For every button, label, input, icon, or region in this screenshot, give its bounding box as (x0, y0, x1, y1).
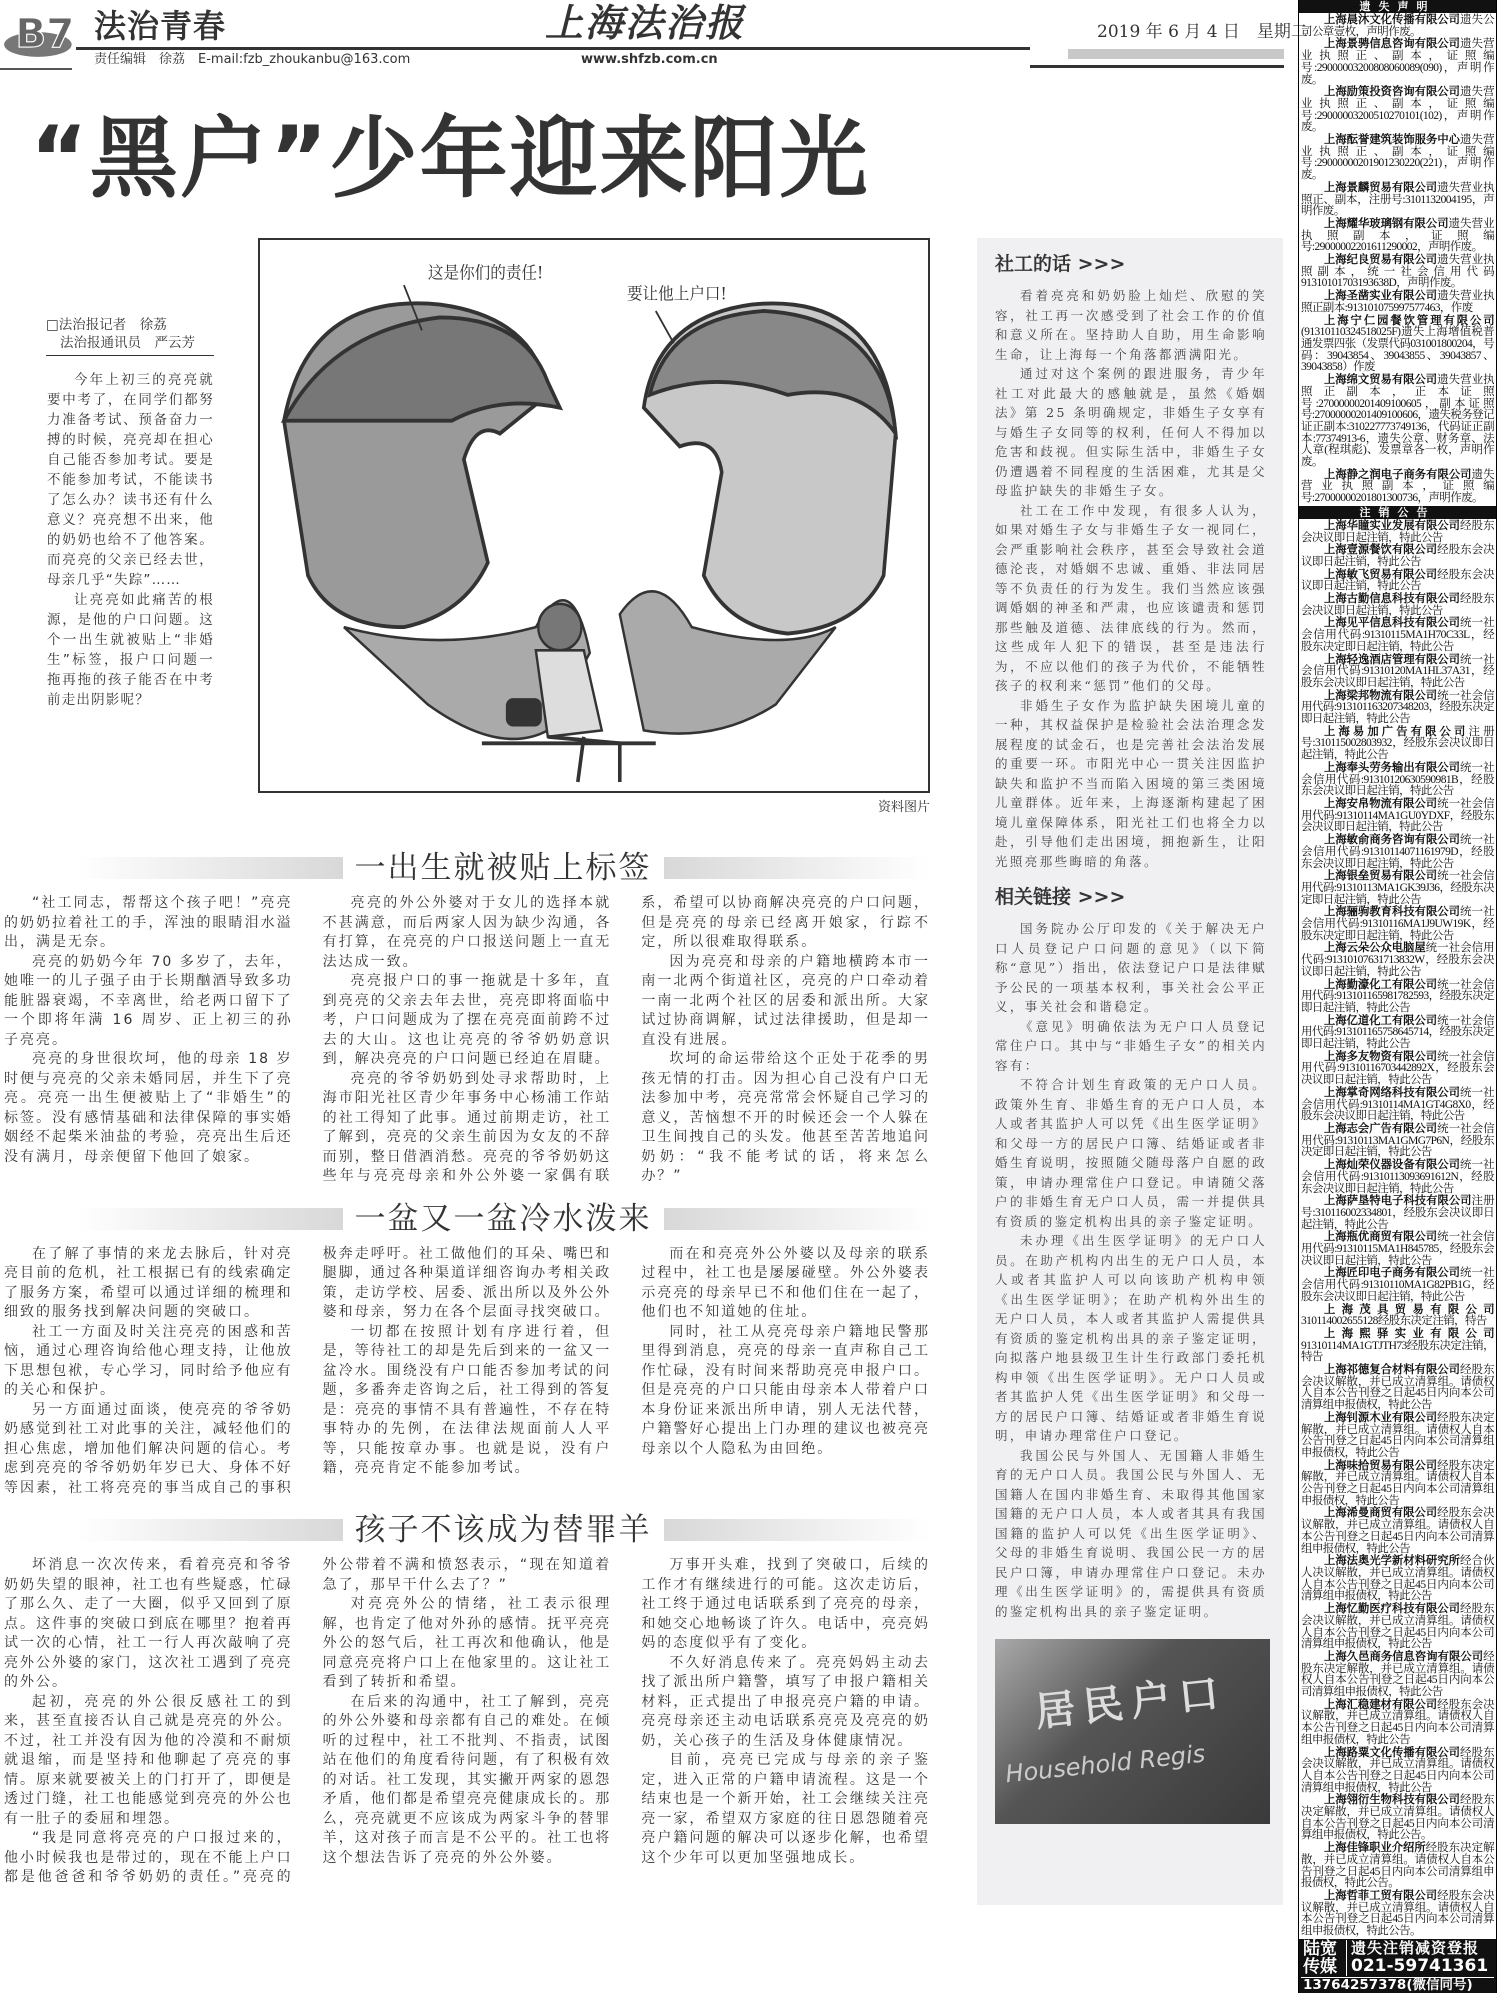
paragraph: 同时，社工从亮亮母亲户籍地民警那里得到消息，亮亮的母亲一直声称自己工作忙碌，没有时间来帮助亮亮申报户口。但是亮亮的户口只能由母亲本人带着户口本身份证来派出所申请，别人无法代替，户籍警好心提出上门办理的建议也被亮亮母亲以个人隐私为由回绝。 (641, 1323, 930, 1457)
company-name: 上海灿荣仪器设备有限公司 (1324, 1158, 1461, 1172)
company-name: 上海绵文贸易有限公司 (1324, 373, 1438, 387)
company-name: 上海熙驿实业有限公司 (1324, 1326, 1494, 1340)
sidebar-heading-social-worker: 社工的话 >>> (995, 253, 1126, 275)
section-name: 法治青春 (94, 7, 227, 45)
company-name: 上海忆勤医疗科技有限公司 (1324, 1602, 1461, 1616)
company-name: 上海志会广告有限公司 (1324, 1121, 1438, 1135)
company-name: 上海轻逸酒店管理有限公司 (1324, 652, 1461, 666)
notice-text: 统一社会信用代码:91310113093691612N，经股东会决议即日起注销，特此公告 (1301, 1159, 1494, 1195)
company-name: 上海匠印电子商务有限公司 (1324, 1266, 1461, 1280)
notice-text: 统一社会信用代码:91310113MA1GK39J36，经股东决定即日起注销，特此公告 (1301, 870, 1494, 906)
section-title: 一出生就被贴上标签 (354, 850, 652, 886)
notice-item (1301, 134, 1494, 182)
notice-item (1301, 726, 1494, 762)
ad-mobile: 13764257378(微信同号) (1301, 1977, 1494, 1993)
company-name: 上海味拾贸易有限公司 (1324, 1458, 1438, 1472)
paragraph: 通过对这个案例的跟进服务，青少年社工对此最大的感触就是，虽然《婚姻法》第 25 条明确规定，非婚生子女享有与婚生子女同等的权利，任何人不得加以危害和歧视。但实际生活中，非婚生子女仍遭遇着不同程度的生活困难，尤其是父母监护缺失的非婚生子女。 (995, 366, 1267, 498)
paragraph: 今年上初三的亮亮就要中考了，在同学们都努力准备考试、预备奋力一搏的时候，亮亮却在担心自己能否参加考试。要是不能参加考试，不能读书了怎么办？读书还有什么意义？亮亮想不出来，他的奶奶也给不了他答案。而亮亮的父亲已经去世，母亲几乎“失踪”…… (47, 372, 214, 588)
company-name: 上海敏俞商务咨询有限公司 (1324, 833, 1461, 847)
notice-item (1301, 1195, 1494, 1231)
lede (47, 370, 214, 710)
masthead-logo: 上海法治报 (545, 0, 746, 45)
photo-text-en: Household Regis (1004, 1739, 1207, 1789)
notice-item (1301, 1603, 1494, 1651)
company-name: 上海汇稳建材有限公司 (1324, 1697, 1438, 1711)
notice-text: 统一社会信用代码:91310116703442892X，经股东会决议即日起注销，特此公告 (1301, 1050, 1494, 1087)
ad-service: 遗失注销减资登报 (1351, 1938, 1480, 1957)
notice-text: 经合伙人决议解散，并已成立清算组。请债权人自本公告刊登之日起45日内向本公司清算组申报债权，特此公告 (1301, 1555, 1494, 1603)
heading-bar (76, 857, 343, 879)
byline (46, 316, 214, 356)
company-name: 上海佳锋职业介绍所 (1324, 1841, 1426, 1855)
header-rule-thin (0, 68, 72, 70)
notice-item (1301, 762, 1494, 798)
company-name: 上海亿道化工有限公司 (1324, 1013, 1438, 1027)
backpack (506, 698, 542, 726)
section-heading-1 (4, 850, 930, 886)
company-name: 上海古勤信息科技有限公司 (1324, 592, 1461, 606)
company-name: 上海翎衍生物科技有限公司 (1324, 1793, 1461, 1807)
paragraph: 目前，亮亮已完成与母亲的亲子鉴定，进入正常的户籍申请流程。这是一个结束也是一个新开始，社工会继续关注亮亮一家，希望双方家庭的往日恩怨随着亮亮户籍问题的解决可以逐步化解，也希望这个少年可以更加坚强地成长。 (641, 1752, 930, 1866)
header-rule (76, 47, 1030, 50)
company-name: 上海景麟贸易有限公司 (1324, 180, 1438, 194)
page-code: B7 (15, 8, 75, 57)
paragraph: 未办理《出生医学证明》的无户口人员。在助产机构内出生的无户口人员，本人或者其监护人可以向该助产机构申领《出生医学证明》；在助产机构外出生的无户口人员，本人或者其监护人需提供具有资质的鉴定机构出具的亲子鉴定证明，向拟落户地县级卫生计生行政部门委托机构申领《出生医学证明》。无户口人员或者其监护人凭《出生医学证明》和父母一方的居民户口簿、结婚证或者非婚生育说明，申请办理常住户口登记。 (995, 1233, 1267, 1443)
notice-text: 遗失营业执照正、副本，证照编号:29000003200510270101(102)，声明作废。 (1301, 86, 1494, 134)
boy-head (538, 604, 581, 650)
notice-text: 统一社会信用代码:913101165981782593，经股东决定即日起注销，特此公告 (1301, 978, 1494, 1014)
household-register-photo (995, 1639, 1270, 1824)
issue-date: 2019 年 6 月 4 日 星期二 (1097, 22, 1308, 42)
paragraph: 另一方面通过面谈，使亮亮的爷爷奶奶感觉到社工对此事的关注，减轻他们的担心焦虑，增加他们解决问题的信心。考虑到亮亮的爷爷奶奶年岁已大、身体不好等因素，社工将亮亮的事当成自己的事积极奔走呼吁。社工做他们的耳朵、嘴巴和腿脚，通过各种渠道详细咨询办考相关政策，走访学校、居委、派出所以及外公外婆和母亲，努力在各个层面寻找突破口。 (4, 1245, 612, 1496)
notice-item (1301, 593, 1494, 617)
notice-item (1301, 1699, 1494, 1747)
section-body-3 (4, 1556, 930, 1888)
cartoon-illustration (258, 238, 930, 793)
notice-item (1301, 86, 1494, 134)
section-body-2 (4, 1245, 930, 1499)
notice-item (1301, 1015, 1494, 1051)
notice-item (1301, 1159, 1494, 1195)
notice-item (1301, 617, 1494, 653)
sidebar-social-worker-text (995, 286, 1267, 871)
paragraph: 让亮亮如此痛苦的根源，是他的户口问题。这个一出生就被贴上“非婚生”标签，报户口问题一拖再拖的孩子能否在中考前走出阴影呢？ (47, 592, 214, 708)
notice-text: 经股东会决议即日起注销，特此公告 (1301, 568, 1494, 593)
notice-text: 统一社会信用代码:91310120630590981B，经股东会决议即日起注销，特此公告 (1301, 761, 1494, 798)
paragraph: 而在和亮亮外公外婆以及母亲的联系过程中，社工也是屡屡碰壁。外公外婆表示亮亮的母亲早已不和他们住在一起了，他们也不知道她的住址。 (641, 1245, 930, 1320)
paragraph: “社工同志，帮帮这个孩子吧！”亮亮的奶奶拉着社工的手，浑浊的眼睛泪水溢出，满是无奈。 (4, 895, 293, 950)
paragraph: 因为亮亮和母亲的户籍地横跨本市一南一北两个街道社区，亮亮的户口牵动着一南一北两个社区的居委和派出所。大家试过协商调解，试过法律援助，但是却一直没有进展。 (641, 953, 930, 1048)
notice-item (1301, 870, 1494, 906)
paragraph: 坎坷的命运带给这个正处于花季的男孩无情的打击。因为担心自己没有户口无法参加中考，亮亮常常会怀疑自己学习的意义，苦恼想不开的时候还会一个人躲在卫生间拽自己的头发。他甚至苦苦地追问奶奶：“我不能考试的话，将来怎么办？” (641, 1051, 930, 1184)
header-rule-right (1030, 65, 1284, 68)
company-name: 上海圣凿实业有限公司 (1324, 289, 1438, 303)
notice-text: 统一社会信用代码:91310115MA1H70C33L，经股东决定即日起注销，特此公告 (1301, 617, 1494, 653)
cancel-notice-heading: 注销公告 (1299, 506, 1496, 519)
paragraph: 社工在工作中发现，有很多人认为，如果对婚生子女与非婚生子女一视同仁，会严重影响社会秩序，甚至会导致社会道德沦丧，对婚姻不忠诚、重婚、非法同居等不负责任的行为发生。我们当然应该强调婚姻的神圣和严肃，也应该谴责和惩罚那些触及道德、法律底线的行为。然而，这些成年人犯下的错误，甚至是违法行为，不应以他们的孩子为代价，不能牺牲孩子的权利来“惩罚”他们的父母。 (995, 502, 1267, 693)
notice-text: 统一社会信用代码:91310114MA1GT4G8X0，经股东会决议即日起注销，特此公告 (1301, 1086, 1494, 1123)
notice-text: 遗失营业执照副本，证照编号:27000000201801300736，声明作废。 (1301, 468, 1494, 505)
notice-text: 注册号:310116002334801，经股东会决议即日起注销，特此公告 (1301, 1195, 1494, 1231)
company-name: 上海纪良贸易有限公司 (1324, 253, 1438, 267)
notice-text: 统一社会信用代码:91310114071161979D，经股东会决议即日起注销，特此公告 (1301, 834, 1494, 870)
notice-item (1301, 942, 1494, 978)
notice-item (1301, 14, 1494, 38)
company-name: 上海勤濠化工有限公司 (1324, 977, 1438, 991)
paragraph: 亮亮的身世很坎坷，他的母亲 18 岁时便与亮亮的父亲未婚同居，并生下了亮亮。亮亮一出生便被贴上了“非婚生”的标签。没有感情基础和法律保障的事实婚姻经不起柴米油盐的考验，亮亮出生后还没有满月，母亲便留下他回了娘家。 (4, 1051, 293, 1165)
notice-text: 统一社会信用代码:913101165758645714，经股东决定即日起注销，特此公告 (1301, 1014, 1494, 1051)
lost-notice-heading: 遗失声明 (1299, 0, 1496, 13)
lost-notice-list (1299, 13, 1496, 506)
paragraph: 亮亮的爷爷奶奶到处寻求帮助时，上海市阳光社区青少年事务中心杨浦工作站的社工得知了此事。通过前期走访，社工了解到，亮亮的父亲生前因为女友的不辞而别，整日借酒消愁。亮亮的爷爷奶奶这些年与亮亮母亲和外公外婆一家偶有联系，希望可以协商解决亮亮的户口问题，但是亮亮的母亲已经离开娘家，行踪不定，所以很难取得联系。 (322, 895, 930, 1184)
notice-item (1301, 1304, 1494, 1328)
paragraph: 亮亮的外公外婆对于女儿的选择本就不甚满意，而后两家人因为缺少沟通，各有打算，在亮亮的户口报送问题上一直无法达成一致。 (322, 895, 612, 970)
page-badge (2, 4, 76, 58)
paragraph: “我是同意将亮亮的户口报过来的，他小时候我也是带过的，现在不能上户口都是他爸爸和爷爷奶奶的责任。”亮亮的外公带着不满和愤怒表示，“现在知道着急了，那早干什么去了？” (4, 1557, 612, 1885)
notice-text: 经股东会决议即日起注销，特此公告 (1301, 519, 1494, 544)
notice-text: 统一社会信用代码:913101163207348203，经股东决定即日起注销，特此公告 (1301, 689, 1494, 726)
classifieds-column (1298, 0, 1497, 1993)
company-name: 上海骊驹教育科技有限公司 (1324, 905, 1461, 919)
paragraph: 不符合计划生育政策的无户口人员。政策外生育、非婚生育的无户口人员，本人或者其监护人可以凭《出生医学证明》和父母一方的居民户口簿、结婚证或者非婚生育说明，按照随父随母落户自愿的政策，申请办理常住户口登记。申请随父落户的非婚生育无户口人员，需一并提供具有资质的鉴定机构出具的亲子鉴定证明。 (995, 1077, 1267, 1229)
notice-item (1301, 1412, 1494, 1460)
notice-text: 统一社会信用代码:91310120MA1HL37A31，经股东会决议即日起注销，特此公告 (1301, 653, 1494, 689)
notice-item (1301, 1364, 1494, 1412)
notice-text: 统一社会信用代码:91310116MA1J9UW19K，经股东决定即日起注销，特此公告 (1301, 906, 1494, 942)
photo-text-cn: 居民户口 (1033, 1670, 1229, 1736)
notice-item (1301, 1328, 1494, 1364)
paragraph: 万事开头难，找到了突破口，后续的工作才有继续进行的可能。这次走访后，社工终于通过电话联系到了亮亮的母亲，和她交心地畅谈了许久。电话中，亮亮妈妈的态度似乎有了变化。 (641, 1557, 930, 1651)
notice-text: 遗失营业执照正、副本，证照编号:29000003200808060089(090)，声明作废。 (1301, 38, 1494, 86)
company-name: 上海见平信息科技有限公司 (1324, 616, 1461, 630)
company-name: 上海景骋信息咨询有限公司 (1324, 37, 1461, 51)
heading-bar (664, 1519, 931, 1541)
notice-text: 经股东决定解散，并已成立清算组。请债权人自本公告刊登之日起45日内向本公司清算组申报债权，特此公告 (1301, 1411, 1494, 1459)
paragraph: 一切都在按照计划有序进行着，但是，等待社工的却是先后到来的一盆又一盆冷水。围绕没有户口能否参加考试的问题，多番奔走咨询之后，社工得到的答复是：亮亮的事情不具有普遍性，不存在特事特办的先例，在法律法规面前人人平等，只能按章办事。也就是说，没有户籍，亮亮肯定不能参加考试。 (322, 1323, 612, 1476)
notice-item (1301, 1651, 1494, 1699)
cancel-notice-list (1299, 519, 1496, 1939)
company-name: 上海浠曼商贸有限公司 (1324, 1506, 1438, 1520)
notice-item (1301, 1051, 1494, 1087)
notice-item (1301, 654, 1494, 690)
paragraph: 对亮亮外公的情绪，社工表示很理解，也肯定了他对外孙的感情。抚平亮亮外公的怒气后，社工再次和他确认，他是同意亮亮将户口上在他家里的。这让社工看到了转折和希望。 (322, 1596, 612, 1690)
company-name: 上海钊源木业有限公司 (1324, 1410, 1438, 1424)
notice-item (1301, 38, 1494, 86)
paragraph: 起初，亮亮的外公很反感社工的到来，甚至直接否认自己就是亮亮的外公。不过，社工并没有因为他的冷漠和不耐烦就退缩，而是坚持和他聊起了亮亮的事情。原来就要被关上的门打开了，即便是透过门缝，社工也能感觉到亮亮的外公也有一肚子的委屈和埋怨。 (4, 1693, 293, 1827)
notice-item (1301, 290, 1494, 314)
notice-text: 统一社会信用代码:91310113MA1GMG7P6N，经股东决定即日起注销，特此公告 (1301, 1122, 1494, 1159)
sidebar-heading-related-links: 相关链接 >>> (995, 886, 1126, 908)
paragraph: 坏消息一次次传来，看着亮亮和爷爷奶奶失望的眼神，社工也有些疑惑，忙碌了那么久、走了一大圈，似乎又回到了原点。这件事的突破口到底在哪里？抱着再试一次的心情，社工一行人再次敲响了亮亮外公外婆的家门，这次社工遇到了亮亮的外公。 (4, 1557, 293, 1690)
heading-bar (76, 1519, 343, 1541)
notice-item (1301, 1231, 1494, 1267)
company-name: 上海耀华玻璃钢有限公司 (1324, 216, 1449, 230)
notice-text: 遗失营业执照副本，统一社会信用代码91310101703193638D，声明作废。 (1301, 254, 1494, 290)
company-name: 上海宁仁园餐饮管理有限公司 (1324, 313, 1494, 327)
editor-credit: 责任编辑 徐荔 E-mail:fzb_zhoukanbu@163.com (94, 52, 411, 67)
company-name: 上海祁德复合材料有限公司 (1324, 1363, 1461, 1377)
headline: “黑户”少年迎来阳光 (30, 107, 870, 210)
notice-text: 经股东会决议即日起注销，特此公告 (1301, 544, 1494, 568)
notice-text: 经股东会决议解散，并已成立清算组。请债权人自本公告刊登之日起45日内向本公司清算组申报债权，特此公告 (1301, 1746, 1494, 1794)
section-heading-2 (4, 1201, 930, 1237)
company-name: 上海晨沐文化传播有限公司 (1324, 13, 1461, 26)
speech-left: 这是你们的责任! (427, 263, 544, 283)
section-title: 孩子不该成为替罪羊 (354, 1512, 652, 1548)
byline-reporter: □法治报记者 徐荔 (46, 317, 167, 333)
company-name: 上海敏飞贸易有限公司 (1324, 567, 1438, 581)
notice-item (1301, 1555, 1494, 1603)
notice-item (1301, 315, 1494, 375)
notice-text: 统一社会信用代码:91310110MA1G82PB1G，经股东会决议即日起注销，特此公告 (1301, 1267, 1494, 1303)
notice-item (1301, 1267, 1494, 1303)
notice-item (1301, 834, 1494, 870)
notice-text: (91310110324518025F)遗失上海增值税普通发票四张（发票代码031001800204，号码：39043854、39043855、39043857、39043858）作废 (1301, 326, 1494, 374)
notice-item (1301, 218, 1494, 254)
date-bar (1068, 49, 1284, 59)
notice-item (1301, 979, 1494, 1015)
company-name: 上海酝誉建筑装饰服务中心 (1324, 133, 1461, 147)
notice-text: 遗失公司公章壹枚，声明作废。 (1301, 14, 1494, 38)
notice-text: 310114002655128经股东决定注销，特告 (1301, 1315, 1487, 1328)
notice-text: 经股东决定解散，并已成立清算组。请债权人自本公告刊登之日起45日内向本公司清算组申报债权，特此公告。 (1301, 1842, 1494, 1890)
company-name: 上海掌奇网络科技有限公司 (1324, 1085, 1461, 1099)
notice-text: 91310114MA1GTJTH73经股东决定注销，特告 (1301, 1339, 1494, 1364)
company-name: 上海易加广告有限公司 (1324, 724, 1469, 738)
company-name: 上海久邑商务信息咨询有限公司 (1324, 1649, 1484, 1663)
company-name: 上海梁邦物流有限公司 (1324, 688, 1438, 702)
notice-item (1301, 1890, 1494, 1938)
paragraph: 亮亮的奶奶今年 70 多岁了，去年，她唯一的儿子强子由于长期酗酒导致多功能脏器衰竭，不幸离世，给老两口留下了一个即将年满 16 周岁、正上初三的孙子亮亮。 (4, 953, 293, 1048)
notice-item (1301, 374, 1494, 469)
notice-item (1301, 254, 1494, 290)
company-name: 上海萨垦特电子科技有限公司 (1324, 1194, 1472, 1208)
notice-text: 经股东会决议即日起注销，特此公告 (1301, 593, 1494, 617)
company-name: 上海云朵公众电脑屋 (1324, 941, 1426, 955)
company-name: 上海哲菲工贸有限公司 (1324, 1888, 1438, 1902)
company-name: 上海银垒贸易有限公司 (1324, 869, 1438, 883)
company-name: 上海奉头劳务输出有限公司 (1324, 760, 1461, 774)
speech-right: 要让他上户口! (626, 283, 727, 304)
website-url: www.shfzb.com.cn (581, 52, 718, 67)
notice-item (1301, 906, 1494, 942)
sidebar-related-links-text (995, 919, 1267, 1621)
section-heading-3 (4, 1512, 930, 1548)
byline-correspondent: 法治报通讯员 严云芳 (60, 335, 195, 351)
photo-caption: 资料图片 (877, 800, 930, 815)
heading-bar (664, 1208, 931, 1230)
notice-item (1301, 1794, 1494, 1842)
notice-text: 经股东会决议解散，并已成立清算组。请债权人自本公告刊登之日起45日内向本公司清算组申报债权，特此公告 (1301, 1698, 1494, 1746)
notice-item (1301, 1087, 1494, 1123)
notice-item (1301, 182, 1494, 218)
company-name: 上海路粟文化传播有限公司 (1324, 1745, 1461, 1759)
notice-text: 统一社会信用代码:91310114MA1GU0YDXF，经股东会决议即日起注销，特此公告 (1301, 798, 1494, 834)
paragraph: 在了解了事情的来龙去脉后，针对亮亮目前的危机，社工根据已有的线索确定了服务方案，希望可以通过详细的梳理和细致的服务找到解决问题的突破口。 (4, 1245, 293, 1320)
notice-text: 经股东会决议解散，并已成立清算组。请债权人自本公告刊登之日起45日内向本公司清算组申报债权，特此公告 (1301, 1507, 1494, 1555)
notice-item (1301, 798, 1494, 834)
section-body-1 (4, 894, 930, 1187)
notice-text: 遗失营业执照副本，证照编号:29000002201611290002，声明作废。 (1301, 217, 1494, 254)
paragraph: 看着亮亮和奶奶脸上灿烂、欣慰的笑容，社工再一次感受到了社会工作的价值和意义所在。坚持助人自助，用生命影响生命，让上海每一个角落都洒满阳光。 (995, 288, 1267, 362)
company-name: 上海壹源餐饮有限公司 (1324, 543, 1438, 557)
notice-text: 注册号:310115002803932，经股东会决议即日起注销，特此公告 (1301, 725, 1494, 762)
notice-text: 经股东决定解散，并已成立清算组。请债权人自本公告刊登之日起45日内向本公司清算组申报债权，特此公告 (1301, 1650, 1494, 1699)
article-body (4, 850, 930, 1888)
notice-text: 统一社会信用代码:91310115MA1H845785，经股东会决议即日起注销，特此公告 (1301, 1231, 1494, 1267)
company-name: 上海茂具贸易有限公司 (1324, 1302, 1494, 1316)
ad-phone: 021-59741361 (1351, 1955, 1489, 1976)
notice-text: 统一社会信用代码:91310107631713832W，经股东会决议即日起注销，特此公告 (1301, 942, 1494, 978)
notice-text: 遗失营业执照正、副本，注册号:3101132004195，声明作废。 (1301, 181, 1494, 218)
company-name: 上海华瞳实业发展有限公司 (1324, 518, 1461, 532)
paragraph: 亮亮报户口的事一拖就是十多年，直到亮亮的父亲去年去世，亮亮即将面临中考，户口问题成为了摆在亮亮面前跨不过去的大山。这也让亮亮的爷爷奶奶意识到，解决亮亮的户口问题已经迫在眉睫。 (322, 973, 612, 1067)
notice-text: 经股东决定解散，并已成立清算组。请债权人自本公告刊登之日起45日内向本公司清算组申报债权，特此公告。 (1301, 1794, 1494, 1842)
paragraph: 社工一方面及时关注亮亮的困惑和苦恼，通过心理咨询给他心理支持，让他放下思想包袱，专心学习，同时给予他应有的关心和保护。 (4, 1323, 293, 1398)
notice-text: 经股东决定解散，并已成立清算组。请债权人自本公告刊登之日起45日内向本公司清算组申报债权，特此公告 (1301, 1459, 1494, 1507)
notice-item (1301, 690, 1494, 726)
notice-item (1301, 1460, 1494, 1508)
company-name: 上海励策投资咨询有限公司 (1324, 85, 1461, 99)
notice-text: 遗失营业执照正副本:913101075997577463，作废 (1301, 290, 1494, 314)
notice-item (1301, 469, 1494, 505)
company-name: 上海瓶优商贸有限公司 (1324, 1230, 1438, 1244)
paragraph: 不久好消息传来了。亮亮妈妈主动去找了派出所户籍警，填写了申报户籍相关材料，正式提出了申报亮亮户籍的申请。亮亮母亲还主动电话联系亮亮及亮亮的奶奶，关心孩子的生活及身体健康情况。 (641, 1654, 930, 1749)
paragraph: 我国公民与外国人、无国籍人非婚生育的无户口人员。我国公民与外国人、无国籍人在国内非婚生育、未取得其他国家国籍的无户口人员，本人或者其具有我国国籍的监护人可以凭《出生医学证明》、父母的非婚生育说明、我国公民一方的居民户口簿，申请办理常住户口登记。未办理《出生医学证明》的，需提供具有资质的鉴定机构出具的亲子鉴定证明。 (995, 1447, 1267, 1619)
heading-bar (76, 1208, 343, 1230)
paragraph: 《意见》明确依法为无户口人员登记常住户口。其中与“非婚生子女”的相关内容有： (995, 1018, 1267, 1073)
notice-item (1301, 1123, 1494, 1159)
section-title: 一盆又一盆冷水泼来 (354, 1200, 652, 1237)
notice-item (1301, 520, 1494, 544)
sidebar-panel (977, 238, 1283, 1905)
notice-text: 遗失营业执照正副本，正本证照号:27000000201409100605，副本证照号:27000000201409100606，遗失税务登记证正副本:310227773749136，代码证正副本:77374913-6，遗失公章、财务章、法人章(程琪彪)、发票章各一枚，声明作废。 (1301, 374, 1494, 469)
notice-item (1301, 544, 1494, 568)
notice-text: 经股东会决议解散，并已成立清算组。请债权人自本公告刊登之日起45日内向本公司清算组申报债权，特此公告 (1301, 1364, 1494, 1412)
company-name: 上海安帛物流有限公司 (1324, 797, 1438, 810)
paragraph: 非婚生子女作为监护缺失困境儿童的一种，其权益保护是检验社会法治理念发展程度的试金石，也是完善社会法治发展的重要一环。市阳光中心一贯关注因监护缺失和监护不当而陷入困境的第三类困境儿童群体。近年来，上海逐渐构建起了困境儿童保障体系，阳光社工们也将全力以赴，引导他们走出困境，拥抱新生，让阳光照亮那些晦暗的角落。 (995, 697, 1267, 869)
paragraph: 在后来的沟通中，社工了解到，亮亮的外公外婆和母亲都有自己的难处。在倾听的过程中，社工不批判、不指责，试图站在他们的角度看待问题，有了积极有效的对话。社工发现，其实撇开两家的恩怨矛盾，他们都是希望亮亮健康成长的。那么，亮亮就更不应该成为两家斗争的替罪羊，这对孩子而言是不公平的。社工也将这个想法告诉了亮亮的外公外婆。 (322, 1693, 612, 1866)
notice-text: 经股东会决议解散，并已成立清算组。请债权人自本公告刊登之日起45日内向本公司清算组申报债权，特此公告。 (1301, 1889, 1494, 1938)
notice-item (1301, 1747, 1494, 1795)
notice-text: 遗失营业执照正、副本，证照编号:29000000201901230220(221)，声明作废。 (1301, 134, 1494, 182)
notice-item (1301, 1507, 1494, 1555)
company-name: 上海静之润电子商务有限公司 (1324, 467, 1472, 481)
company-name: 上海法奥光学新材料研究所 (1324, 1554, 1461, 1568)
company-name: 上海多友物资有限公司 (1324, 1049, 1438, 1063)
paragraph: 国务院办公厅印发的《关于解决无户口人员登记户口问题的意见》（以下简称“意见”）指出，依法登记户口是法律赋予公民的一项基本权利，事关社会公平正义，事关社会和谐稳定。 (995, 921, 1267, 1014)
ad-footer (1299, 1939, 1496, 1993)
ad-brand: 陆宽传媒 (1303, 1940, 1347, 1976)
heading-bar (664, 857, 931, 879)
notice-text: 经股东会决议解散，并已成立清算组。请债权人自本公告刊登之日起45日内向本公司清算组申报债权，特此公告 (1301, 1603, 1494, 1651)
notice-item (1301, 569, 1494, 593)
notice-item (1301, 1842, 1494, 1890)
